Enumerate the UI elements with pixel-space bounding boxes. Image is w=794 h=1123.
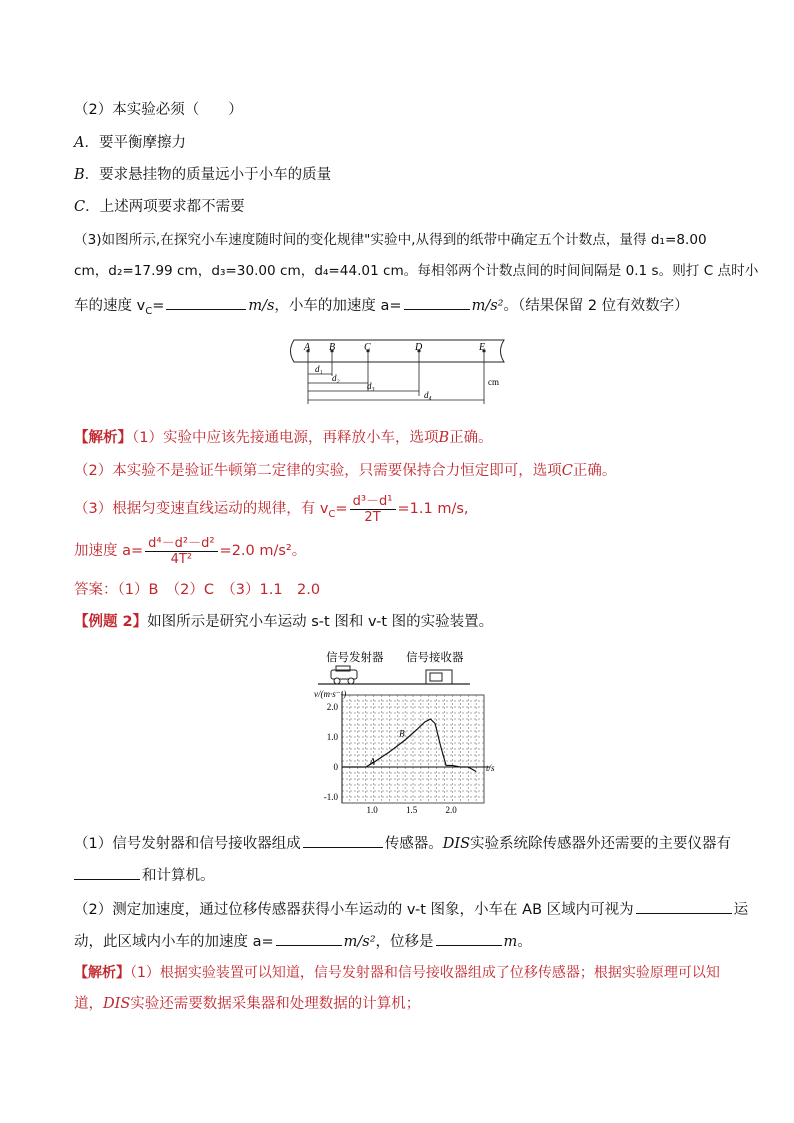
answer-blank-displacement[interactable] (436, 930, 502, 946)
answer-blank-sensor[interactable] (303, 832, 383, 848)
q3-line3: 车的速度 $v_C= m/s$，小车的加速度 a= m/s²。（结果保留 2 位有效数字） (74, 294, 689, 322)
x-tick-label: 1.5 (406, 805, 418, 815)
q2-option-b: B．要求悬挂物的质量远小于小车的质量 (74, 167, 332, 183)
q3-line2: cm，d₂=17.99 cm，d₃=30.00 cm，d₄=44.01 cm。每相邻两个计数点间的时间间隔是 0.1 s。则打 C 点时小 (74, 263, 759, 279)
example2-title: 【例题 2】如图所示是研究小车运动 s-t 图和 v-t 图的实验装置。 (74, 614, 494, 630)
tape-unit: cm (488, 377, 499, 387)
e2q1-line1: （1）信号发射器和信号接收器组成 传感器。DIS实验系统除传感器外还需要的主要仪器有 (74, 832, 731, 854)
paper-tape (291, 340, 505, 362)
e2q1-line2: 和计算机。 (74, 864, 215, 886)
tape-d2: d₂ (332, 373, 340, 383)
fraction-a: $\frac{\text{d⁴－d²－d²}}{\text{4T²}}$ (145, 536, 217, 567)
tape-label-e: E (479, 342, 486, 353)
analysis1-p3: （3）根据匀变速直线运动的规律，有 $v_C=$ $\frac{\text{d³－d¹}}{2T}$ =1.1 m/s, (74, 493, 469, 525)
paper-tape-figure (284, 336, 514, 408)
x-axis-label: t/s (486, 763, 495, 773)
y-tick-label: 2.0 (326, 702, 338, 712)
x-tick-label: 2.0 (445, 805, 457, 815)
receiver-icon (426, 670, 452, 684)
x-tick-label: 1.0 (366, 805, 378, 815)
analysis1-answer: 答案：（1）B （2）C （3）1.1 2.0 (74, 582, 321, 598)
q3-line1: （3)如图所示,在探究小车速度随时间的变化规律"实验中,从得到的纸带中确定五个计数点，量得 d₁=8.00 (74, 232, 707, 248)
fraction-vc: $\frac{\text{d³－d¹}}{2T}$ (350, 494, 396, 525)
cart-icon (331, 666, 357, 684)
y-tick-label: -1.0 (323, 792, 338, 802)
tape-label-c: C (364, 342, 371, 353)
apparatus-figure (310, 648, 480, 690)
y-axis-label: v/(m·s⁻¹) (314, 689, 347, 699)
answer-blank-instrument[interactable] (74, 864, 140, 880)
answer-blank-a[interactable] (404, 294, 470, 310)
analysis2-line2: 道，DIS实验还需要数据采集器和处理数据的计算机； (74, 996, 421, 1012)
e2q2-line2: 动，此区域内小车的加速度 a= m/s²，位移是 m。 (74, 930, 532, 952)
analysis2-line1: 【解析】（1）根据实验装置可以知道，信号发射器和信号接收器组成了位移传感器；根据实验原理可以知 (74, 965, 720, 981)
q2-option-a: A．要平衡摩擦力 (74, 135, 186, 151)
point-label-b: B (399, 728, 405, 739)
tape-label-b: B (329, 342, 336, 353)
q2-stem: （2）本实验必须（ ） (74, 102, 243, 118)
receiver-label: 信号接收器 (406, 652, 464, 664)
answer-blank-vc[interactable] (166, 294, 246, 310)
answer-blank-accel[interactable] (276, 930, 342, 946)
tape-d3: d₃ (367, 381, 375, 391)
q2-option-c: C．上述两项要求都不需要 (74, 199, 245, 215)
analysis1-p2: （2）本实验不是验证牛顿第二定律的实验，只需要保持合力恒定即可，选项C正确。 (74, 463, 617, 479)
point-label-a: A (369, 756, 376, 767)
analysis1-p4: 加速度 a= $\frac{\text{d⁴－d²－d²}}{\text{4T²}}$ =2.0 m/s²。 (74, 535, 307, 567)
tape-d4: d₄ (424, 390, 432, 400)
emitter-label: 信号发射器 (326, 652, 384, 664)
y-tick-label: 1.0 (326, 732, 338, 742)
vt-chart (310, 688, 495, 815)
answer-blank-motion[interactable] (636, 898, 732, 914)
tape-d1: d₁ (315, 364, 323, 374)
y-tick-label: 0 (333, 762, 338, 772)
e2q2-line1: （2）测定加速度，通过位移传感器获得小车运动的 v-t 图象，小车在 AB 区域内可视为 运 (74, 898, 748, 920)
tape-label-d: D (415, 342, 423, 353)
tape-label-a: A (304, 342, 311, 353)
analysis1-p1: 【解析】（1）实验中应该先接通电源，再释放小车，选项B正确。 (74, 430, 493, 446)
